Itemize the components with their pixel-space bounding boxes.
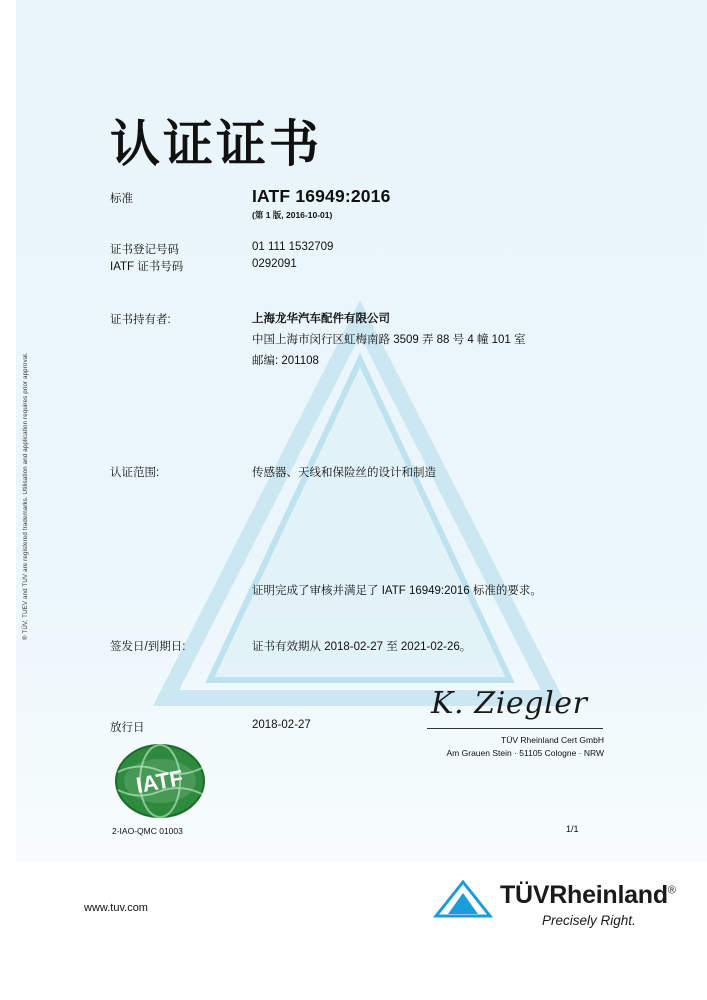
cert-reg-label: 证书登记号码 bbox=[110, 244, 179, 256]
tuv-rheinland-logo bbox=[432, 880, 676, 936]
iatf-accreditation-code: 2-IAO-QMC 01003 bbox=[112, 826, 183, 836]
holder-address: 中国上海市闵行区虹梅南路 3509 弄 88 号 4 幢 101 室 bbox=[252, 334, 526, 346]
tuv-triangle-icon bbox=[432, 880, 494, 918]
signature-line bbox=[427, 728, 603, 729]
issue-expiry-label: 签发日/到期日: bbox=[110, 641, 186, 653]
tuv-brand-text bbox=[500, 881, 676, 910]
conformance-statement: 证明完成了审核并满足了 IATF 16949:2016 标准的要求。 bbox=[252, 585, 542, 597]
release-date-value: 2018-02-27 bbox=[252, 719, 311, 731]
side-legal-text: ® TÜV, TUEV and TUV are registered trademarks. Utilisation and application requires prior approval. bbox=[22, 352, 29, 640]
standard-label: 标准 bbox=[110, 193, 133, 205]
tuv-brand-label: TÜVRheinland bbox=[500, 881, 668, 909]
tuv-tagline: Precisely Right. bbox=[542, 913, 636, 928]
release-date-label: 放行日 bbox=[110, 722, 145, 734]
iatf-globe-icon bbox=[112, 742, 208, 820]
scope-label: 认证范围: bbox=[110, 467, 160, 479]
tuv-url: www.tuv.com bbox=[84, 902, 148, 914]
issue-expiry-value: 证书有效期从 2018-02-27 至 2021-02-26。 bbox=[252, 641, 472, 653]
iatf-number-value: 0292091 bbox=[252, 258, 297, 270]
cert-reg-value: 01 111 1532709 bbox=[252, 241, 334, 253]
certifier-company: TÜV Rheinland Cert GmbH bbox=[501, 735, 604, 745]
certifier-address: Am Grauen Stein · 51105 Cologne · NRW bbox=[446, 748, 604, 758]
standard-value: IATF 16949:2016 bbox=[252, 186, 391, 206]
page-number: 1/1 bbox=[566, 824, 579, 834]
holder-postcode: 邮编: 201108 bbox=[252, 355, 319, 367]
tuv-brand-registered: ® bbox=[667, 884, 676, 897]
scope-value: 传感器、天线和保险丝的设计和制造 bbox=[252, 467, 436, 479]
standard-edition: (第 1 版, 2016-10-01) bbox=[252, 210, 333, 220]
svg-text:IATF: IATF bbox=[134, 765, 186, 798]
signature-script: K. Ziegler bbox=[431, 686, 588, 721]
page-title: 认证证书 bbox=[110, 115, 322, 173]
iatf-number-label: IATF 证书号码 bbox=[110, 261, 184, 273]
watermark-triangle-icon bbox=[150, 300, 570, 730]
holder-label: 证书持有者: bbox=[110, 314, 171, 326]
holder-name: 上海龙华汽车配件有限公司 bbox=[252, 313, 390, 325]
